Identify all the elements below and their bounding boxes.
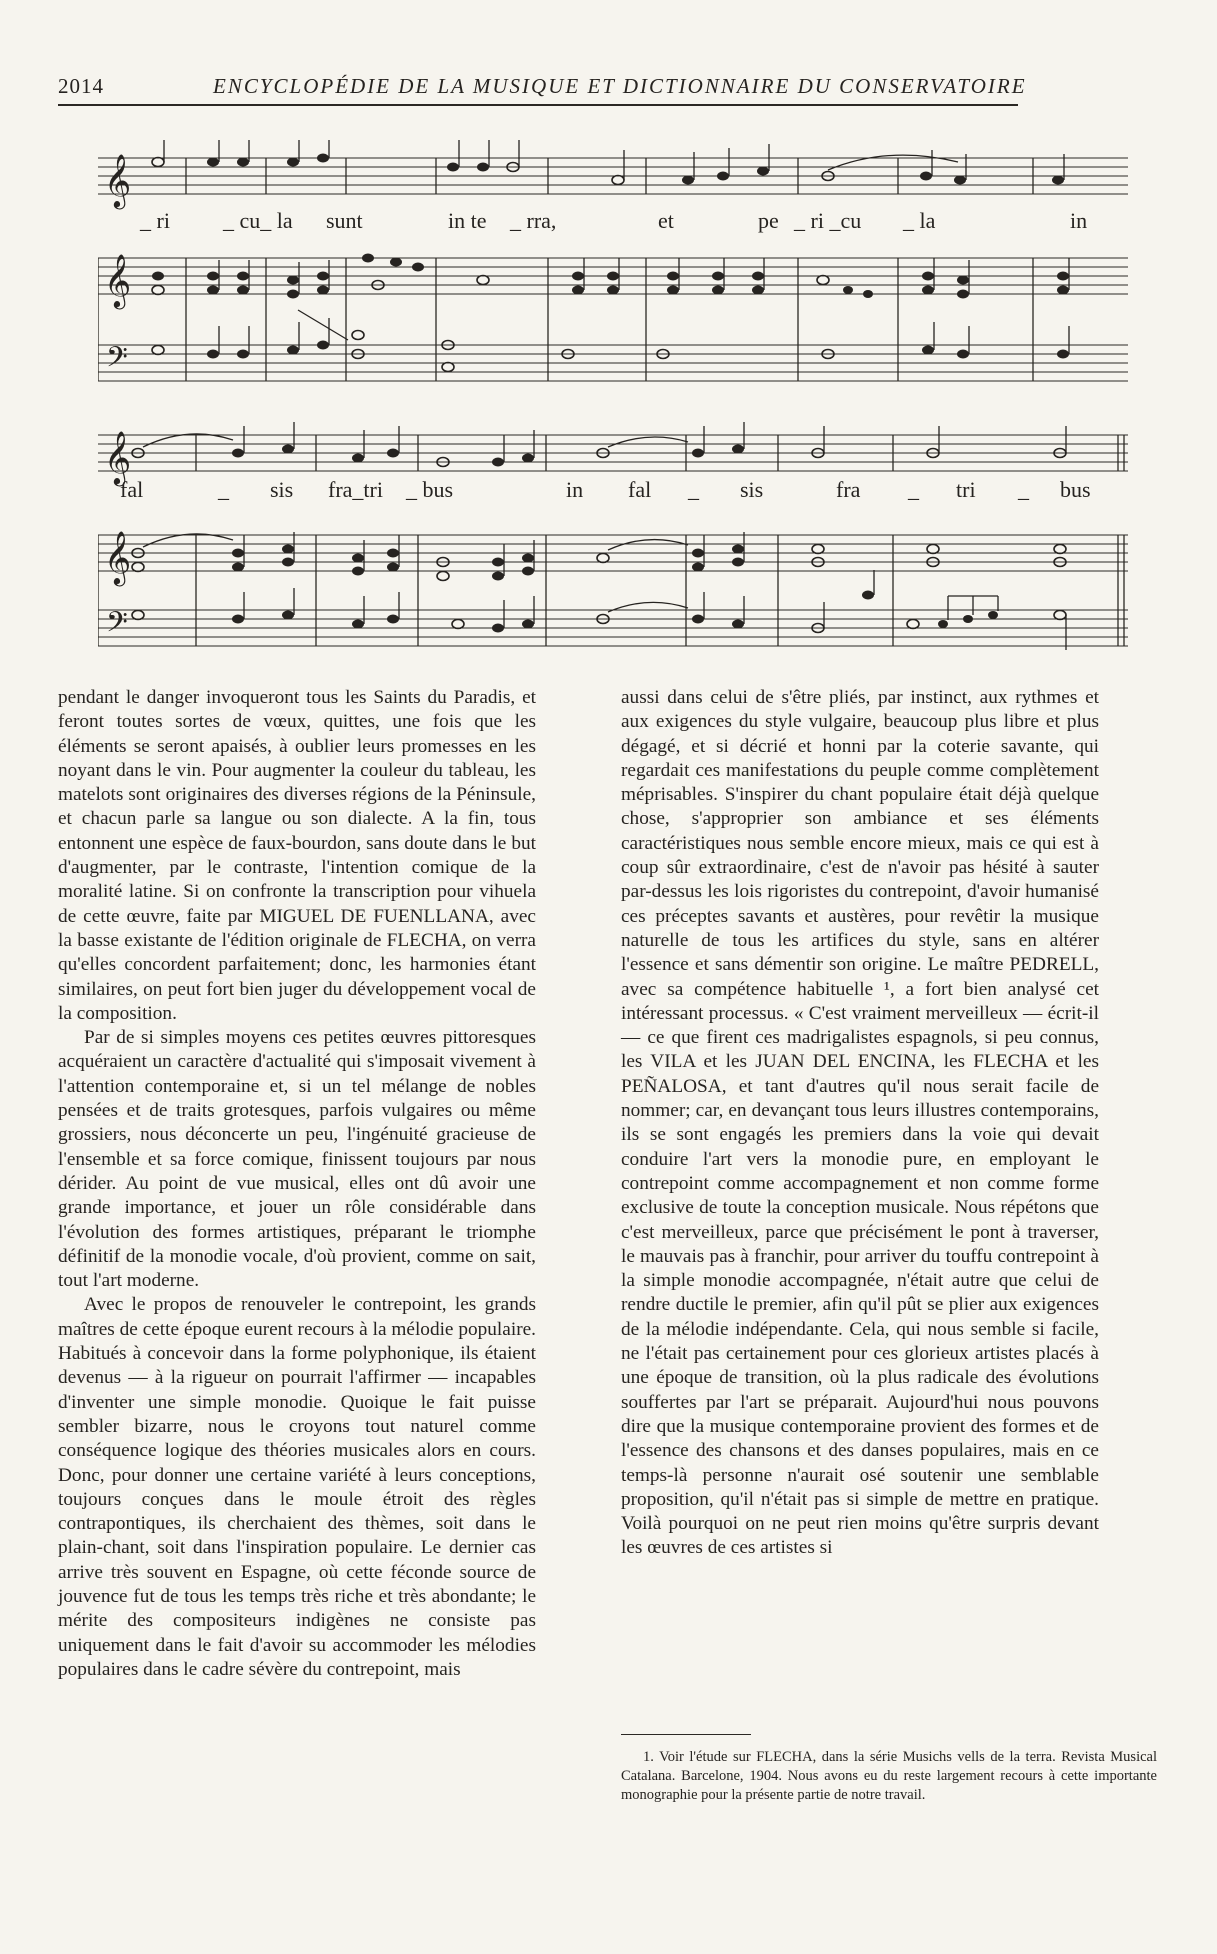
page-header <box>58 70 1027 106</box>
lyric-syllable: sis <box>740 477 764 502</box>
lyric-syllable: pe <box>758 208 779 233</box>
system2-lyrics <box>120 477 1091 502</box>
left-text-column <box>58 686 536 1682</box>
system1-barlines <box>186 158 1033 381</box>
lyric-syllable: fra_tri <box>328 477 383 502</box>
system1-notes <box>152 140 1064 185</box>
system1-piano-bass-staff <box>98 345 1128 381</box>
paragraph: aussi dans celui de s'être pliés, par instinct, aux rythmes et aux exigences du style vulgaire, beaucoup plus libre et plus dégagé, et si décrié et honni par la coterie savante, qui regardait ces manifestations du peuple comme complètement méprisables. S'inspirer du chant populaire était déjà quelque chose, s'approprier son ambiance et ses éléments caractéristiques nous semble encore mieux, mais ce qui est à coup sûr extraordinaire, c'est de n'avoir pas hésité à sauter par-dessus les lois rigoristes du contrepoint, d'avoir humanisé ces préceptes savants et austères, pour revêtir la musique naturelle de tous les artifices du style, sans en altérer l'essence et sans démentir son origine. Le maître PEDRELL, avec sa compétence habituelle ¹, a fort bien analysé cet intéressant processus. « C'est vraiment merveilleux — écrit-il — ce que firent ces madrigalistes espagnols, si peu connus, les VILA et les JUAN DEL ENCINA, les FLECHA et les PEÑALOSA, et tant d'autres qu'il nous serait facile de nommer; car, en devançant tous leurs illustres contemporains, ils se sont engagés les premiers dans la voie qui devait conduire l'art vers la monodie pure, en employant le contrepoint comme accompagnement et non comme forme exclusive de toute la conception musicale. Nous répétons que c'est merveilleux, parce que précisément le pont à traverser, le mauvais pas à franchir, pour arriver du touffu contrepoint à la simple monodie accompagnée, n'était autre que celui de rendre ductile le premier, afin qu'il pût se plier aux exigences de la mélodie indépendante. Cela, qui nous semble si facile, ne l'était pas certainement pour ces glorieux artistes placés à une époque de transition, où la plus radicale des évolutions souffertes par l'art se préparait. Aujourd'hui nous pouvons dire que la musique contemporaine provient des formes et de l'essence des chansons et des danses populaires, mais en ce temps-là personne n'aurait osé soutenir une semblable proposition, qu'il n'était pas si simple de mettre en pratique. Voilà pourquoi on ne peut rien moins qu'être surpris devant les œuvres de ces artistes si <box>621 687 1099 1559</box>
lyric-syllable: _ <box>908 477 919 502</box>
treble-clef-icon: 𝄞 <box>104 153 132 207</box>
page-number: 2014 <box>58 74 104 98</box>
lyric-syllable: _ <box>688 477 699 502</box>
lyric-syllable: _ <box>218 477 229 502</box>
lyric-syllable: fal <box>120 477 144 502</box>
footnote: 1. Voir l'étude sur FLECHA, dans la série Musichs vells de la terra. Revista Musical Catalana. Barcelone, 1904. Nous avons eu du reste largement recours à cette importante monographie pour la présente partie de notre travail. <box>621 1749 1157 1803</box>
bass-clef-icon: 𝄢 <box>106 341 128 381</box>
lyric-syllable: in te <box>448 208 487 233</box>
lyric-syllable: _ cu_ la <box>223 208 293 233</box>
lyric-syllable: bus <box>1060 477 1091 502</box>
lyric-syllable: fra <box>836 477 861 502</box>
system2-voice-staff <box>98 435 1128 471</box>
lyric-syllable: in <box>1070 208 1088 233</box>
score-svg <box>98 140 1128 660</box>
lyric-syllable: _ rra, <box>510 208 557 233</box>
bass-clef-icon: 𝄢 <box>106 606 128 646</box>
system1-voice-staff <box>98 158 1128 194</box>
footnote-divider <box>621 1734 751 1735</box>
system2-piano-treble-staff <box>98 535 1128 571</box>
paragraph: pendant le danger invoqueront tous les Saints du Paradis, et feront toutes sortes de vœux, quittes, une fois que les éléments se seront apaisés, à oublier leurs promesses en les noyant dans le vin. Pour augmenter la couleur du tableau, les matelots sont originaires des diverses régions de la Péninsule, et chacun parle sa langue ou son dialecte. A la fin, tous entonnent une espèce de faux-bourdon, sans doute dans le but d'augmenter, par le contraste, l'intention comique de la moralité latine. Si on confronte la transcription pour vihuela de cette œuvre, faite par MIGUEL DE FUENLLANA, avec la basse existante de l'édition originale de FLECHA, on verra qu'elles concordent parfaitement; donc, les harmonies étant similaires, on peut fort bien juger du développement vocal de la composition. <box>58 687 536 1024</box>
lyric-syllable: _ ri <box>140 208 170 233</box>
lyric-syllable: _ bus <box>406 477 454 502</box>
lyric-syllable: tri <box>956 477 976 502</box>
music-score <box>98 140 1128 660</box>
treble-clef-icon: 𝄞 <box>104 530 132 584</box>
right-text-column <box>621 686 1099 1561</box>
system2-piano-notes <box>132 532 1066 600</box>
paragraph: Par de si simples moyens ces petites œuvres pittoresques acquéraient un caractère d'actualité qui s'imposait vivement à l'attention contemporaine et, si un tel mélange de nobles pensées et de traits grotesques, parfois vulgaires ou même grossiers, nous déconcerte un peu, l'ingénuité gracieuse de l'ensemble et sa force comique, finissent toujours par nous dérider. Au point de vue musical, elles ont dû avoir une grande importance, et jouer un rôle considérable dans l'évolution des formes artistiques, préparant le triomphe définitif de la monodie vocale, d'où provient, comme on sait, tout l'art moderne. <box>58 1027 536 1292</box>
system1-lyrics <box>139 208 1087 233</box>
treble-clef-icon: 𝄞 <box>104 430 132 484</box>
treble-clef-icon: 𝄞 <box>104 253 132 307</box>
running-title: ENCYCLOPÉDIE DE LA MUSIQUE ET DICTIONNAIRE DU CONSERVATOIRE <box>213 74 1027 98</box>
system2-barlines <box>196 435 1124 646</box>
lyric-syllable: et <box>658 208 674 233</box>
lyric-syllable: fal <box>628 477 652 502</box>
lyric-syllable: _ <box>1018 477 1029 502</box>
lyric-syllable: _ la <box>903 208 936 233</box>
lyric-syllable: sunt <box>326 208 363 233</box>
lyric-syllable: sis <box>270 477 294 502</box>
system2-piano-bass-staff <box>98 610 1128 646</box>
paragraph: Avec le propos de renouveler le contrepoint, les grands maîtres de cette époque eurent recours à la mélodie populaire. Habitués à concevoir dans la forme polyphonique, ils étaient devenus — à la rigueur on pourrait l'affirmer — incapables d'inventer une simple monodie. Quoique le fait puisse sembler bizarre, nous le croyons tout naturel comme conséquence logique des théories musicales alors en cours. Donc, pour donner une certaine variété à leurs conceptions, toujours conçues dans le moule étroit des règles contrapontiques, ils cherchaient des thèmes, soit dans le plain-chant, soit dans l'inspiration populaire. Le dernier cas arrive très souvent en Espagne, où cette féconde source de jouvence fut de tous les temps très riche et très abondante; le mérite des compositeurs indigènes ne consiste pas uniquement dans le fait d'avoir su accommoder les mélodies populaires dans le cadre sévère du contrepoint, mais <box>58 1294 536 1680</box>
lyric-syllable: _ ri _cu <box>794 208 862 233</box>
lyric-syllable: in <box>566 477 584 502</box>
